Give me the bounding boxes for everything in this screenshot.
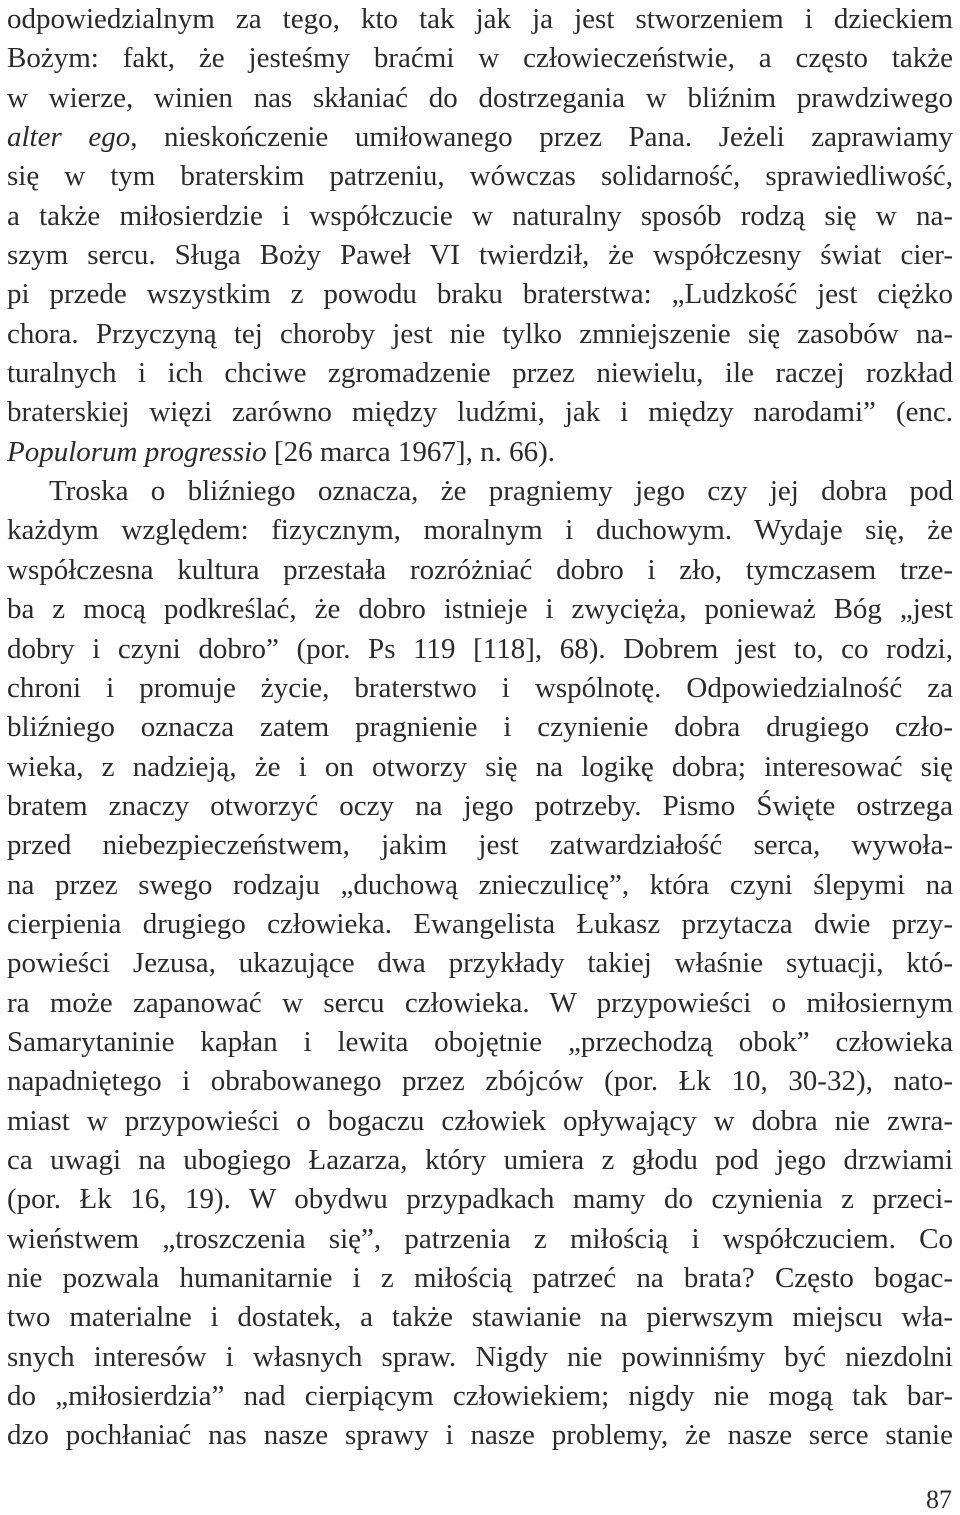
- text-segment: nie pozwala humanitarnie i z miłością patrzeć na brata? Często bogac-: [7, 1262, 953, 1294]
- text-segment: pi przede wszystkim z powodu braku braterstwa: „Ludzkość jest ciężko: [7, 278, 953, 311]
- text-line: [7, 590, 955, 629]
- text-line: [7, 0, 955, 39]
- text-line: [7, 197, 955, 236]
- text-segment: każdym względem: fizycznym, moralnym i duchowym. Wydaje się, że: [7, 514, 953, 547]
- text-segment: współczesna kultura przestała rozróżniać dobro i zło, tymczasem trze-: [7, 553, 953, 586]
- text-segment: chroni i promuje życie, braterstwo i wspólnotę. Odpowiedzialność za: [7, 671, 953, 704]
- text-line: [7, 275, 955, 314]
- text-segment: wieka, z nadzieją, że i on otworzy się na logikę dobra; interesować się: [7, 750, 953, 783]
- text-segment: Samarytaninie kapłan i lewita obojętnie „przechodzą obok” człowieka: [7, 1025, 953, 1058]
- text-segment: bratem znaczy otworzyć oczy na jego potrzeby. Pismo Święte ostrzega: [7, 789, 953, 822]
- text-segment: chora. Przyczyną tej choroby jest nie tylko zmniejszenie się zasobów na-: [7, 317, 953, 350]
- page-number: 87: [926, 1485, 952, 1514]
- text-segment: powieści Jezusa, ukazujące dwa przykłady takiej właśnie sytuacji, któ-: [7, 947, 953, 980]
- text-line: [7, 748, 955, 787]
- text-segment: ba z mocą podkreślać, że dobro istnieje i zwycięża, ponieważ Bóg „jest: [7, 593, 953, 626]
- text-line: [7, 157, 955, 196]
- text-line: [7, 511, 955, 550]
- text-segment: a także miłosierdzie i współczucie w naturalny sposób rodzą się w na-: [7, 199, 953, 232]
- text-segment: na przez swego rodzaju „duchową znieczulicę”, która czyni ślepymi na: [7, 868, 953, 901]
- text-segment: ca uwagi na ubogiego Łazarza, który umiera z głodu pod jego drzwiami: [7, 1143, 953, 1176]
- text-line: [7, 1377, 955, 1416]
- text-line: [7, 551, 955, 590]
- text-segment: dzo pochłaniać nas nasze sprawy i nasze problemy, że nasze serce stanie: [7, 1419, 953, 1452]
- text-line: [7, 393, 955, 432]
- text-segment: dobry i czyni dobro” (por. Ps 119 [118], 68). Dobrem jest to, co rodzi,: [7, 632, 953, 665]
- text-line: [7, 1338, 955, 1377]
- text-line: [7, 1259, 955, 1298]
- text-line: [7, 984, 955, 1023]
- text-segment: Troska o bliźniego oznacza, że pragniemy jego czy jej dobra pod: [49, 475, 953, 508]
- text-line: [7, 866, 955, 905]
- text-segment: się w tym braterskim patrzeniu, wówczas solidarność, sprawiedliwość,: [7, 160, 953, 193]
- text-line: [7, 1062, 955, 1101]
- text-segment: szym sercu. Sługa Boży Paweł VI twierdził, że współczesny świat cier-: [7, 239, 953, 272]
- text-line: [7, 787, 955, 826]
- text-line: [7, 630, 955, 669]
- text-line: [7, 1298, 955, 1337]
- text-line: [7, 944, 955, 983]
- text-segment: Bożym: fakt, że jesteśmy braćmi w człowieczeństwie, a często także: [7, 42, 953, 75]
- text-segment: do „miłosierdzia” nad cierpiącym człowiekiem; nigdy nie mogą tak bar-: [7, 1380, 953, 1413]
- text-line: [7, 236, 955, 275]
- text-segment: snych interesów i własnych spraw. Nigdy nie powinniśmy być niezdolni: [7, 1340, 953, 1373]
- text-segment: w wierze, winien nas skłaniać do dostrzegania w bliźnim prawdziwego: [7, 81, 953, 114]
- italic-text: Populorum progressio: [7, 435, 267, 468]
- text-segment: napadniętego i obrabowanego przez zbójców (por. Łk 10, 30-32), nato-: [7, 1065, 953, 1098]
- text-line: [7, 905, 955, 944]
- text-segment: [26 marca 1967], n. 66).: [266, 435, 555, 468]
- text-segment: two materialne i dostatek, a także stawianie na pierwszym miejscu wła-: [7, 1301, 953, 1334]
- text-line: [7, 472, 955, 511]
- text-segment: turalnych i ich chciwe zgromadzenie przez niewielu, ile raczej rozkład: [7, 357, 953, 390]
- text-line: [7, 826, 955, 865]
- text-segment: miast w przypowieści o bogaczu człowiek opływający w dobra nie zwra-: [7, 1104, 953, 1137]
- text-line: [7, 1220, 955, 1259]
- text-segment: , nieskończenie umiłowanego przez Pana. Jeżeli zaprawiamy: [130, 121, 953, 154]
- text-line: [7, 669, 955, 708]
- text-segment: bliźniego oznacza zatem pragnienie i czynienie dobra drugiego czło-: [7, 711, 953, 744]
- italic-text: alter ego: [7, 121, 131, 154]
- text-segment: odpowiedzialnym za tego, kto tak jak ja jest stworzeniem i dzieckiem: [7, 3, 953, 35]
- text-segment: ra może zapanować w sercu człowieka. W przypowieści o miłosiernym: [7, 986, 953, 1019]
- text-line: [7, 1102, 955, 1141]
- text-line: [7, 433, 955, 472]
- text-segment: cierpienia drugiego człowieka. Ewangelista Łukasz przytacza dwie przy-: [7, 907, 953, 940]
- text-line: [7, 118, 955, 157]
- text-line: [7, 1180, 955, 1219]
- text-line: [7, 1141, 955, 1180]
- text-segment: (por. Łk 16, 19). W obydwu przypadkach mamy do czynienia z przeci-: [7, 1183, 953, 1216]
- text-segment: braterskiej więzi zarówno między ludźmi, jak i między narodami” (enc.: [7, 396, 953, 429]
- text-segment: przed niebezpieczeństwem, jakim jest zatwardziałość serca, wywoła-: [7, 829, 953, 862]
- text-line: [7, 315, 955, 354]
- text-line: [7, 708, 955, 747]
- text-line: [7, 1416, 955, 1455]
- text-line: [7, 39, 955, 78]
- text-line: [7, 1023, 955, 1062]
- text-segment: wieństwem „troszczenia się”, patrzenia z miłością i współczuciem. Co: [7, 1222, 953, 1255]
- text-line: [7, 354, 955, 393]
- text-line: [7, 79, 955, 118]
- body-text: [7, 0, 955, 1456]
